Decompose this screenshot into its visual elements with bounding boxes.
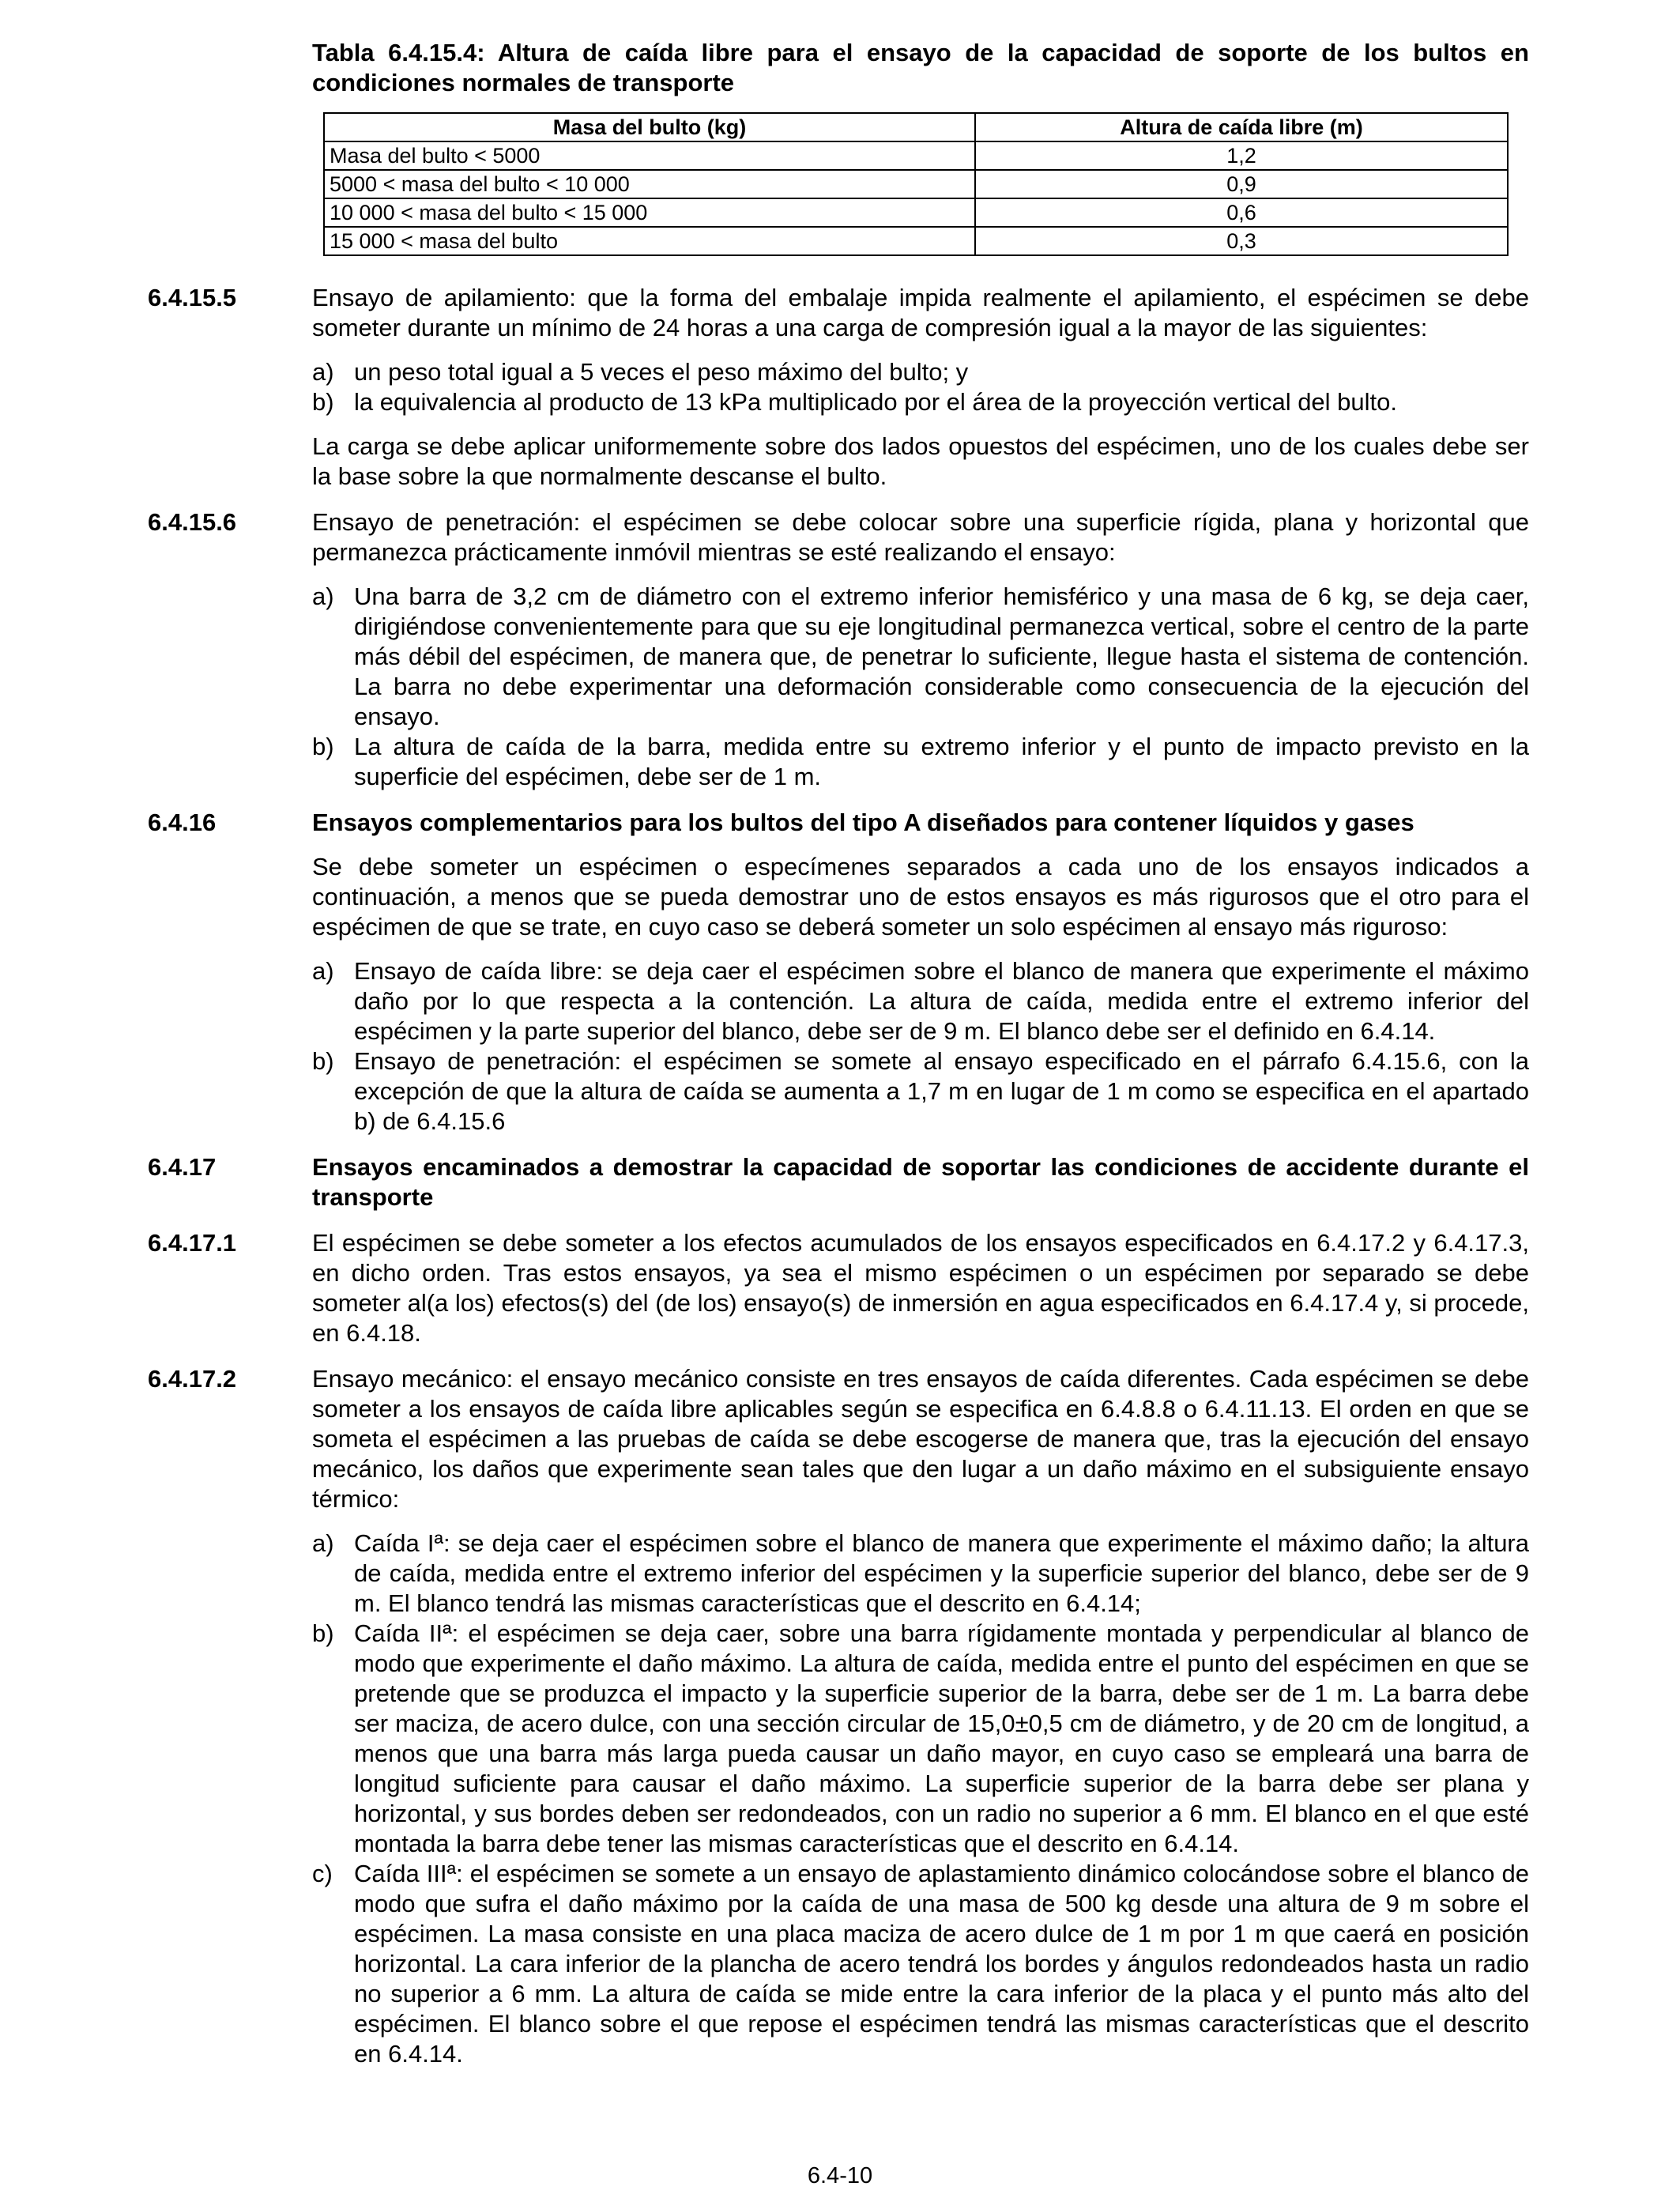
list-item-label: c) (312, 1860, 333, 1887)
list-item-label: a) (312, 582, 334, 610)
list-item-text: La altura de caída de la barra, medida entre su extremo inferior y el punto de impacto previsto en la superficie del espécimen, debe ser de 1 m. (354, 733, 1529, 790)
section-text: Ensayo de penetración: el espécimen se debe colocar sobre una superficie rígida, plana y horizontal que permanezca prácticamente inmóvil mientras se esté realizando el ensayo: (312, 508, 1529, 566)
table-cell-mass: 15 000 < masa del bulto (324, 227, 975, 255)
list-item-text: Caída Iª: se deja caer el espécimen sobre el blanco de manera que experimente el máximo daño; la altura de caída, medida entre el extremo inferior del espécimen y la superficie superior del blanco, debe ser de 9 m. El blanco tendrá las mismas características que el descrito en 6.4.14; (354, 1529, 1529, 1617)
list-6-4-15-5 (312, 357, 1529, 417)
table-row (324, 170, 1508, 198)
list-item (312, 1529, 1529, 1619)
table-cell-mass: 10 000 < masa del bulto < 15 000 (324, 198, 975, 227)
section-6-4-17-2 (148, 1364, 1529, 1514)
list-item (312, 956, 1529, 1046)
list-item (312, 1859, 1529, 2069)
section-text: Ensayo de apilamiento: que la forma del embalaje impida realmente el apilamiento, el espécimen se debe someter durante un mínimo de 24 horas a una carga de compresión igual a la mayor de las siguientes: (312, 284, 1529, 341)
section-number: 6.4.17.2 (148, 1365, 237, 1393)
paragraph: La carga se debe aplicar uniformemente sobre dos lados opuestos del espécimen, uno de los cuales debe ser la base sobre la que normalmente descanse el bulto. (312, 432, 1529, 490)
list-item (312, 582, 1529, 732)
list-6-4-17-2 (312, 1529, 1529, 2069)
page-content (148, 38, 1529, 2069)
section-text: El espécimen se debe someter a los efectos acumulados de los ensayos especificados en 6.4.17.2 y 6.4.17.3, en dicho orden. Tras estos ensayos, ya sea el mismo espécimen o un espécimen por separado se debe someter al(a los) efectos(s) del (de los) ensayo(s) de inmersión en agua especificados en 6.4.17.4 y, si procede, en 6.4.18. (312, 1229, 1529, 1347)
section-6-4-15-5 (148, 283, 1529, 343)
table-caption: Tabla 6.4.15.4: Altura de caída libre para el ensayo de la capacidad de soporte de los bultos en condiciones normales de transporte (312, 39, 1529, 96)
table-cell-mass: 5000 < masa del bulto < 10 000 (324, 170, 975, 198)
list-item-text: Caída IIª: el espécimen se deja caer, sobre una barra rígidamente montada y perpendicular al blanco de modo que experimente el daño máximo. La altura de caída, medida entre el punto del espécimen en que se pretende que se produzca el impacto y la superficie superior de la barra, debe ser de 1 m. La barra debe ser maciza, de acero dulce, con una sección circular de 15,0±0,5 cm de diámetro, y de 20 cm de longitud, a menos que una barra más larga pueda causar un daño mayor, en cuyo caso se empleará una barra de longitud suficiente para causar el daño máximo. La superficie superior de la barra debe ser plana y horizontal, y sus bordes deben ser redondeados, con un radio no superior a 6 mm. El blanco en el que esté montada la barra debe tener las mismas características que el descrito en 6.4.14. (354, 1619, 1529, 1857)
list-item-text: Una barra de 3,2 cm de diámetro con el extremo inferior hemisférico y una masa de 6 kg, se deja caer, dirigiéndose convenientemente para que su eje longitudinal permanezca vertical, sobre el centro de la parte más débil del espécimen, de manera que, de penetrar lo suficiente, llegue hasta el sistema de contención. La barra no debe experimentar una deformación considerable como consecuencia de la ejecución del ensayo. (354, 582, 1529, 730)
table-header-row (324, 113, 1508, 141)
section-6-4-17 (148, 1152, 1529, 1212)
drop-height-table (323, 112, 1509, 256)
section-6-4-15-6 (148, 507, 1529, 567)
list-item-label: a) (312, 957, 334, 985)
section-number: 6.4.17.1 (148, 1229, 237, 1257)
table-cell-height: 0,6 (975, 198, 1508, 227)
table-row (324, 227, 1508, 255)
list-item (312, 357, 1529, 387)
list-item (312, 1619, 1529, 1859)
section-number: 6.4.17 (148, 1153, 217, 1181)
section-6-4-17-1 (148, 1228, 1529, 1348)
section-number: 6.4.15.6 (148, 508, 237, 536)
paragraph: Se debe someter un espécimen o especímenes separados a cada uno de los ensayos indicados a continuación, a menos que se pueda demostrar uno de estos ensayos es más rigurosos que el otro para el espécimen de que se trate, en cuyo caso se deberá someter un solo espécimen al ensayo más riguroso: (312, 853, 1529, 941)
list-item-label: b) (312, 733, 334, 760)
section-heading: Ensayos encaminados a demostrar la capacidad de soportar las condiciones de accidente durante el transporte (312, 1153, 1529, 1211)
list-item-label: a) (312, 1529, 334, 1557)
list-6-4-16 (312, 956, 1529, 1137)
list-item-label: b) (312, 1619, 334, 1647)
list-item (312, 732, 1529, 792)
list-item-text: un peso total igual a 5 veces el peso máximo del bulto; y (354, 358, 969, 386)
list-item-text: la equivalencia al producto de 13 kPa multiplicado por el área de la proyección vertical del bulto. (354, 388, 1398, 416)
table-cell-height: 0,9 (975, 170, 1508, 198)
table-row (324, 198, 1508, 227)
section-text: Ensayo mecánico: el ensayo mecánico consiste en tres ensayos de caída diferentes. Cada espécimen se debe someter a los ensayos de caída libre aplicables según se especifica en 6.4.8.8 o 6.4.11.13. El orden en que se someta el espécimen a las pruebas de caída se debe escogerse de manera que, tras la ejecución del ensayo mecánico, los daños que experimente sean tales que den lugar a un daño máximo en el subsiguiente ensayo térmico: (312, 1365, 1529, 1513)
list-item-text: Caída IIIª: el espécimen se somete a un ensayo de aplastamiento dinámico colocándose sobre el blanco de modo que sufra el daño máximo por la caída de una masa de 500 kg desde una altura de 9 m sobre el espécimen. La masa consiste en una placa maciza de acero dulce de 1 m por 1 m que caerá en posición horizontal. La cara inferior de la plancha de acero tendrá los bordes y ángulos redondeados hasta un radio no superior a 6 mm. La altura de caída se mide entre la cara inferior de la placa y el punto más alto del espécimen. El blanco sobre el que repose el espécimen tendrá las mismas características que el descrito en 6.4.14. (354, 1860, 1529, 2068)
list-item-label: a) (312, 358, 334, 386)
list-6-4-15-6 (312, 582, 1529, 792)
list-item-label: b) (312, 388, 334, 416)
list-item-text: Ensayo de penetración: el espécimen se somete al ensayo especificado en el párrafo 6.4.15.6, con la excepción de que la altura de caída se aumenta a 1,7 m en lugar de 1 m como se especifica en el apartado b) de 6.4.15.6 (354, 1047, 1529, 1135)
table-cell-mass: Masa del bulto < 5000 (324, 141, 975, 170)
table-row (324, 141, 1508, 170)
section-heading: Ensayos complementarios para los bultos del tipo A diseñados para contener líquidos y gases (312, 809, 1414, 836)
list-item-text: Ensayo de caída libre: se deja caer el espécimen sobre el blanco de manera que experimente el máximo daño por lo que respecta a la contención. La altura de caída, medida entre el extremo inferior del espécimen y la parte superior del blanco, debe ser de 9 m. El blanco debe ser el definido en 6.4.14. (354, 957, 1529, 1045)
table-header-height: Altura de caída libre (m) (975, 113, 1508, 141)
page-number: 6.4-10 (807, 2163, 873, 2188)
section-number: 6.4.15.5 (148, 284, 237, 311)
list-item (312, 387, 1529, 417)
table-header-mass: Masa del bulto (kg) (324, 113, 975, 141)
section-number: 6.4.16 (148, 809, 217, 836)
table-cell-height: 1,2 (975, 141, 1508, 170)
list-item (312, 1046, 1529, 1137)
list-item-label: b) (312, 1047, 334, 1075)
table-cell-height: 0,3 (975, 227, 1508, 255)
section-6-4-16 (148, 808, 1529, 838)
